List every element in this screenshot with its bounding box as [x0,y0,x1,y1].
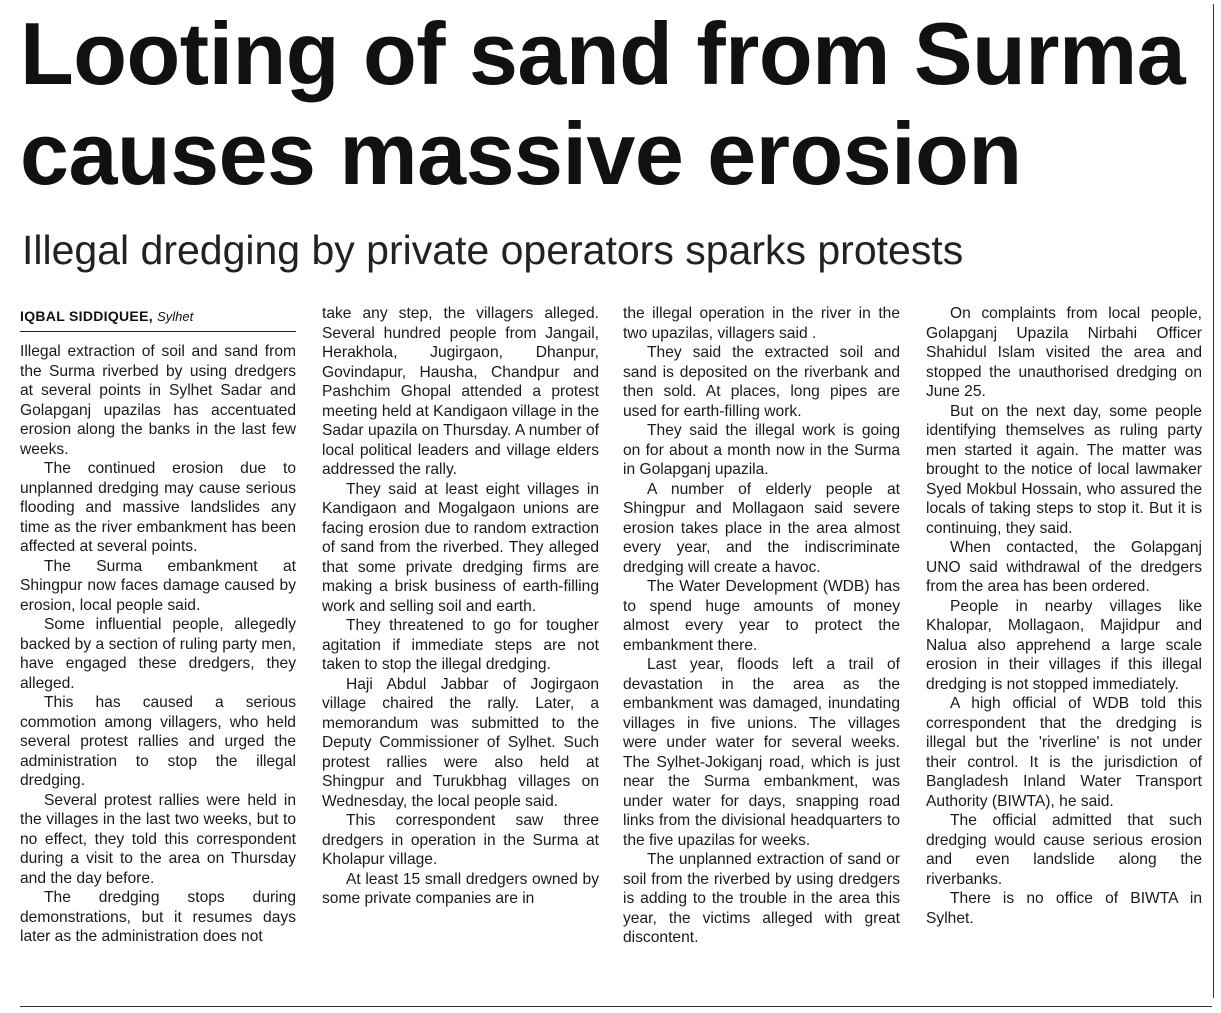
paragraph: Last year, floods left a trail of devastation in the area as the embankment was damaged, inundating villages in five unions. The villages were under water for several weeks. The Sylhet-Jokiganj road, which is just near the Surma embankment, was under water for days, snapping road links from the divisional headquarters to the five upazilas for weeks. [623,656,900,849]
paragraph: Several protest rallies were held in the villages in the last two weeks, but to no effect, they told this correspondent during a visit to the area on Thursday and the day before. [20,791,296,887]
headline: Looting of sand from Surma causes massive erosion [20,4,1186,203]
byline-location: Sylhet [157,309,194,324]
paragraph: The Water Development (WDB) has to spend huge amounts of money almost every year to protect the embankment there. [623,578,900,654]
paragraph: The dredging stops during demonstrations, but it resumes days later as the administration does not [20,889,296,945]
paragraph: This correspondent saw three dredgers in operation in the Surma at Kholapur village. [322,812,599,868]
paragraph: Some influential people, allegedly backed by a section of ruling party men, have engaged these dredgers, they alleged. [20,616,296,692]
paragraph: On complaints from local people, Golapganj Upazila Nirbahi Officer Shahidul Islam visited the area and stopped the unauthorised dredging on June 25. [926,305,1202,400]
paragraph: The continued erosion due to unplanned dredging may cause serious flooding and massive landslides any time as the river embankment has been affected at several points. [20,460,296,555]
paragraph: A high official of WDB told this correspondent that the dredging is illegal but the 'riverline' is not under their control. It is the jurisdiction of Bangladesh Inland Water Transport Authority (BIWTA), he said. [926,695,1202,810]
paragraph: take any step, the villagers alleged. Several hundred people from Jangail, Herakhola, Jugirgaon, Dhanpur, Govindapur, Hausha, Chandpur and Pashchim Ghopal attended a protest meeting held at Kandigaon village in the Sadar upazila on Thursday. A number of local political leaders and village elders addressed the rally. [322,305,599,478]
paragraph: They said at least eight villages in Kandigaon and Mogalgaon unions are facing erosion due to random extraction of sand from the riverbed. They alleged that some private dredging firms are making a brisk business of earth-filling work and selling soil and earth. [322,480,599,615]
byline-divider [20,331,296,332]
article-column-1 [20,342,296,947]
paragraph: Illegal extraction of soil and sand from the Surma riverbed by using dredgers at several points in Sylhet Sadar and Golapganj upazilas has accentuated erosion along the banks in the last few weeks. [20,343,296,458]
paragraph: They said the extracted soil and sand is deposited on the riverbank and then sold. At places, long pipes are used for earth-filling work. [623,344,900,420]
byline-author: IQBAL SIDDIQUEE, [20,308,153,324]
paragraph: They threatened to go for tougher agitation if immediate steps are not taken to stop the illegal dredging. [322,617,599,673]
paragraph: When contacted, the Golapganj UNO said withdrawal of the dredgers from the area has been ordered. [926,539,1202,595]
paragraph: The unplanned extraction of sand or soil from the riverbed by using dredgers is adding to the trouble in the area this year, the victims alleged with great discontent. [623,851,900,946]
paragraph: People in nearby villages like Khalopar, Mollagaon, Majidpur and Nalua also apprehend a large scale erosion in their villages if this illegal dredging is not stopped immediately. [926,597,1202,693]
paragraph: Haji Abdul Jabbar of Jogirgaon village chaired the rally. Later, a memorandum was submitted to the Deputy Commissioner of Sylhet. Such protest rallies were also held at Shingpur and Turukbhag villages on Wednesday, the local people said. [322,675,599,810]
paragraph: the illegal operation in the river in the two upazilas, villagers said . [623,305,900,342]
paragraph: The Surma embankment at Shingpur now faces damage caused by erosion, local people said. [20,557,296,614]
article-column-2 [322,304,599,909]
paragraph: At least 15 small dredgers owned by some private companies are in [322,870,599,907]
byline [20,306,296,327]
article-column-4 [926,304,1202,928]
paragraph: This has caused a serious commotion among villagers, who held several protest rallies and urged the administration to stop the illegal dredging. [20,694,296,789]
paragraph: They said the illegal work is going on for about a month now in the Surma in Golapganj upazila. [623,422,900,478]
paragraph: There is no office of BIWTA in Sylhet. [926,890,1202,927]
paragraph: The official admitted that such dredging would cause serious erosion and even landslide along the riverbanks. [926,812,1202,888]
paragraph: A number of elderly people at Shingpur and Mollagaon said severe erosion takes place in the area almost every year, and the indiscriminate dredging will create a havoc. [623,480,900,576]
paragraph: But on the next day, some people identifying themselves as ruling party men started it again. The matter was brought to the notice of local lawmaker Syed Mokbul Hossain, who assured the locals of taking steps to stop it. But it is continuing, they said. [926,402,1202,537]
right-border-rule [1213,4,1214,998]
article-column-3 [623,304,900,948]
bottom-border-rule [20,1006,1212,1007]
subheadline: Illegal dredging by private operators sparks protests [22,227,964,273]
